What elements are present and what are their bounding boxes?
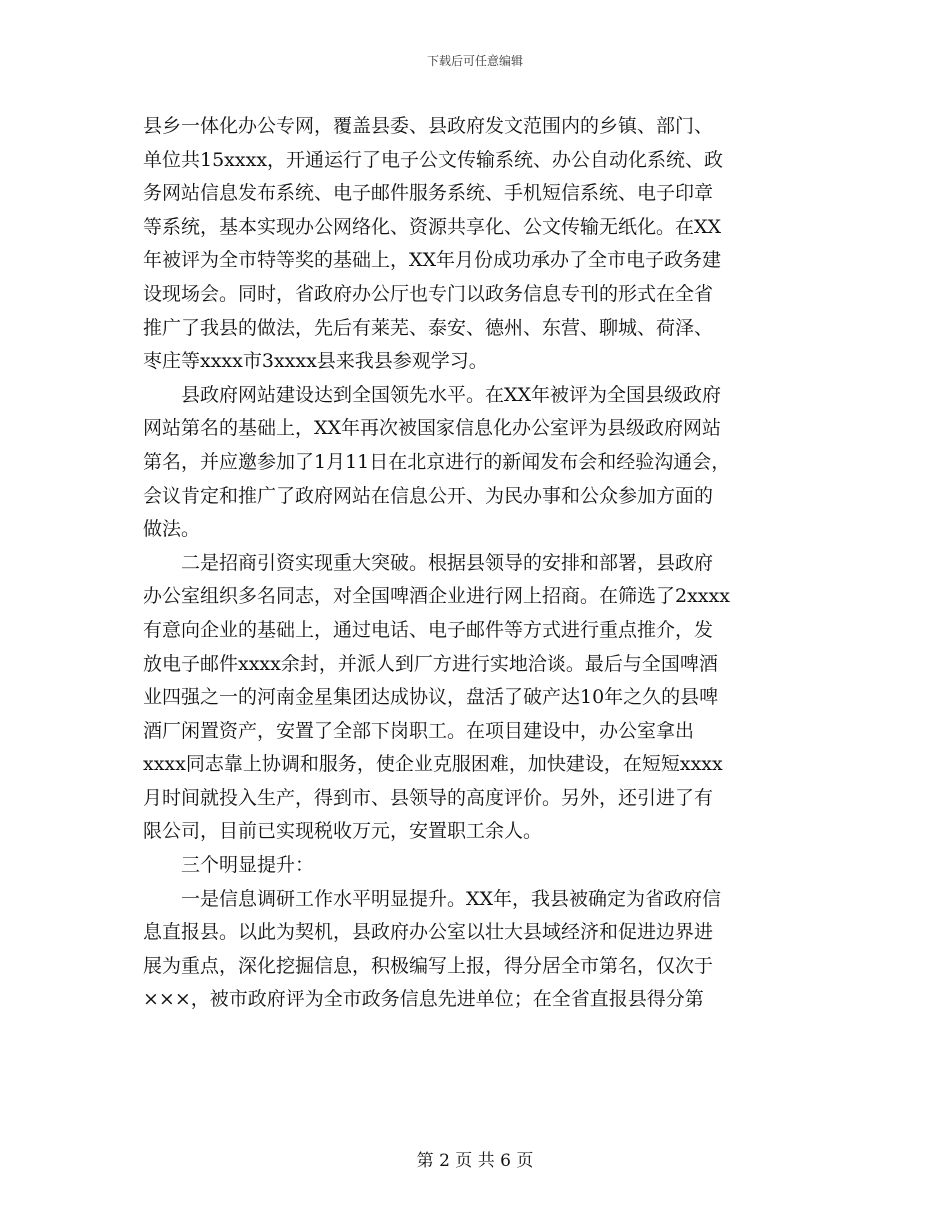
text-line: 月时间就投入生产，得到市、县领导的高度评价。另外，还引进了有 [143, 786, 714, 809]
text-line: 办公室组织多名同志，对全国啤酒企业进行网上招商。在筛选了2xxxx [143, 585, 730, 608]
text-line: 单位共15xxxx，开通运行了电子公文传输系统、办公自动化系统、政 [143, 148, 724, 171]
page-header: 下载后可任意编辑 [426, 54, 523, 68]
text-line: 限公司，目前已实现税收万元，安置职工余人。 [143, 820, 543, 843]
text-line: 第名，并应邀参加了1月11日在北京进行的新闻发布会和经验沟通会， [143, 450, 731, 473]
text-line: 年被评为全市特等奖的基础上，XX年月份成功承办了全市电子政务建 [143, 249, 722, 272]
text-line: 推广了我县的做法，先后有莱芜、泰安、德州、东营、聊城、荷泽、 [143, 316, 714, 339]
text-line: 展为重点，深化挖掘信息，积极编写上报，得分居全市第名，仅次于 [143, 954, 714, 977]
text-line: 务网站信息发布系统、电子邮件服务系统、手机短信系统、电子印章 [143, 182, 714, 205]
text-line: 会议肯定和推广了政府网站在信息公开、为民办事和公众参加方面的 [143, 484, 714, 507]
text-line: xxxx同志靠上协调和服务，使企业克服困难，加快建设，在短短xxxx [143, 753, 723, 776]
text-line: 有意向企业的基础上，通过电话、电子邮件等方式进行重点推介，发 [143, 618, 714, 641]
text-line: ×××，被市政府评为全市政务信息先进单位；在全省直报县得分第 [143, 988, 704, 1011]
text-line: 县乡一体化办公专网，覆盖县委、县政府发文范围内的乡镇、部门、 [143, 115, 714, 137]
text-line: 设现场会。同时，省政府办公厅也专门以政务信息专刊的形式在全省 [143, 282, 714, 305]
text-line: 一是信息调研工作水平明显提升。XX年，我县被确定为省政府信 [181, 887, 722, 910]
text-line: 网站第名的基础上，XX年再次被国家信息化办公室评为县级政府网站 [143, 417, 722, 440]
text-line: 三个明显提升： [181, 854, 315, 877]
document-body [143, 110, 815, 1017]
text-line: 酒厂闲置资产，安置了全部下岗职工。在项目建设中，办公室拿出 [143, 719, 695, 742]
text-line: 枣庄等xxxx市3xxxx县来我县参观学习。 [143, 350, 488, 373]
text-line: 业四强之一的河南金星集团达成协议，盘活了破产达10年之久的县啤 [143, 686, 719, 709]
text-line: 县政府网站建设达到全国领先水平。在XX年被评为全国县级政府 [181, 383, 722, 406]
page-footer: 第 2 页 共 6 页 [416, 1151, 534, 1171]
text-line: 放电子邮件xxxx余封，并派人到厂方进行实地洽谈。最后与全国啤酒 [143, 652, 718, 675]
text-line: 息直报县。以此为契机，县政府办公室以壮大县域经济和促进边界进 [143, 921, 714, 944]
text-line: 二是招商引资实现重大突破。根据县领导的安排和部署，县政府 [181, 551, 714, 574]
text-line: 做法。 [143, 518, 201, 541]
text-line: 等系统，基本实现办公网络化、资源共享化、公文传输无纸化。在XX [143, 215, 722, 238]
